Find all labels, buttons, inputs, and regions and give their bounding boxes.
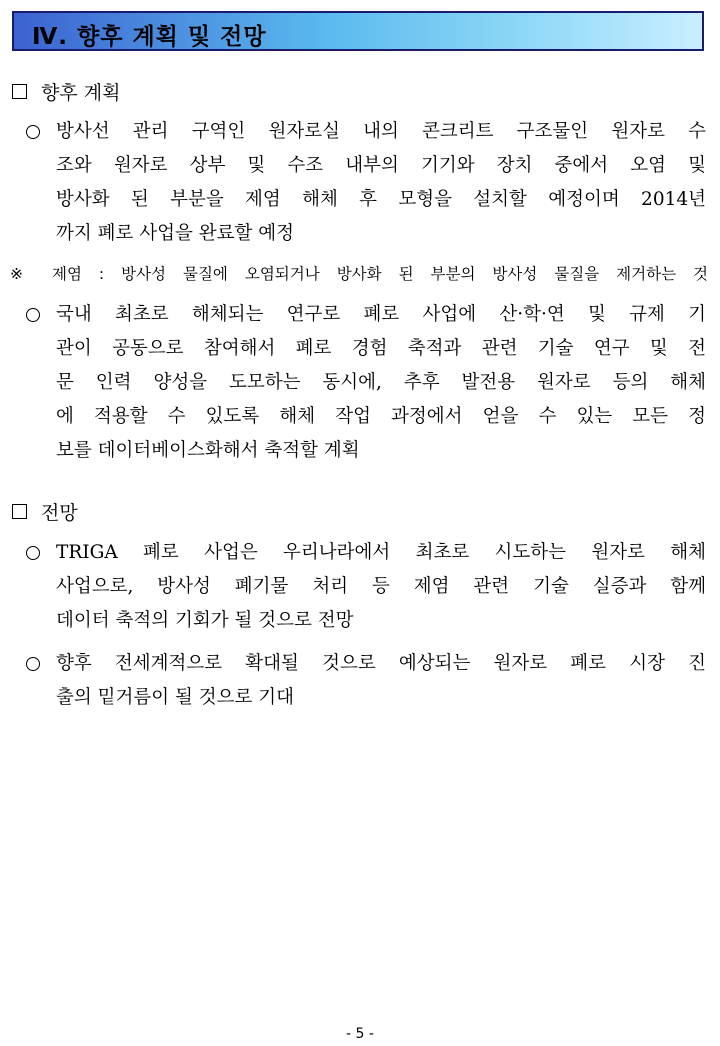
paragraph-line: 국내 최초로 해체되는 연구로 폐로 사업에 산·학·연 및 규제 기 — [56, 304, 706, 325]
paragraph-line: 사업으로, 방사성 폐기물 처리 등 제염 관련 기술 실증과 함께 — [56, 576, 706, 597]
paragraph-line: 에 적용할 수 있도록 해체 작업 과정에서 얻을 수 있는 모든 정 — [56, 406, 706, 427]
paragraph-line: 조와 원자로 상부 및 수조 내부의 기기와 장치 중에서 오염 및 — [56, 155, 706, 176]
paragraph-line: 까지 폐로 사업을 완료할 예정 — [56, 223, 294, 244]
paragraph-line: 출의 밑거름이 될 것으로 기대 — [56, 687, 294, 708]
circle-bullet-icon — [26, 657, 40, 671]
paragraph-line: TRIGA 폐로 사업은 우리나라에서 최초로 시도하는 원자로 해체 — [56, 542, 706, 563]
circle-bullet-icon — [26, 546, 40, 560]
paragraph-line: 문 인력 양성을 도모하는 동시에, 추후 발전용 원자로 등의 해체 — [56, 372, 706, 393]
section-heading-label: 향후 계획 — [41, 82, 121, 104]
paragraph-line: 보를 데이터베이스화해서 축적할 계획 — [56, 440, 360, 461]
section-heading-outlook — [12, 498, 78, 525]
section-title-bar — [12, 11, 704, 51]
paragraph-line: 데이터 축적의 기회가 될 것으로 전망 — [56, 610, 354, 631]
page-title: Ⅳ. 향후 계획 및 전망 — [32, 24, 267, 50]
paragraph-line: 관이 공동으로 참여해서 폐로 경험 축적과 관련 기술 연구 및 전 — [56, 338, 706, 359]
checkbox-square-icon — [12, 84, 27, 99]
footnote-note: ※ 제염 : 방사성 물질에 오염되거나 방사화 된 부분의 방사성 물질을 제거하는 것 — [10, 265, 708, 283]
section-heading-plan — [12, 78, 120, 105]
circle-bullet-icon — [26, 308, 40, 322]
page-number: - 5 - — [346, 1026, 374, 1042]
checkbox-square-icon — [12, 504, 27, 519]
paragraph-line: 방사선 관리 구역인 원자로실 내의 콘크리트 구조물인 원자로 수 — [56, 121, 706, 142]
circle-bullet-icon — [26, 125, 40, 139]
section-heading-label: 전망 — [41, 502, 78, 524]
paragraph-line: 방사화 된 부분을 제염 해체 후 모형을 설치할 예정이며 2014년 — [56, 189, 706, 210]
paragraph-line: 향후 전세계적으로 확대될 것으로 예상되는 원자로 폐로 시장 진 — [56, 653, 706, 674]
